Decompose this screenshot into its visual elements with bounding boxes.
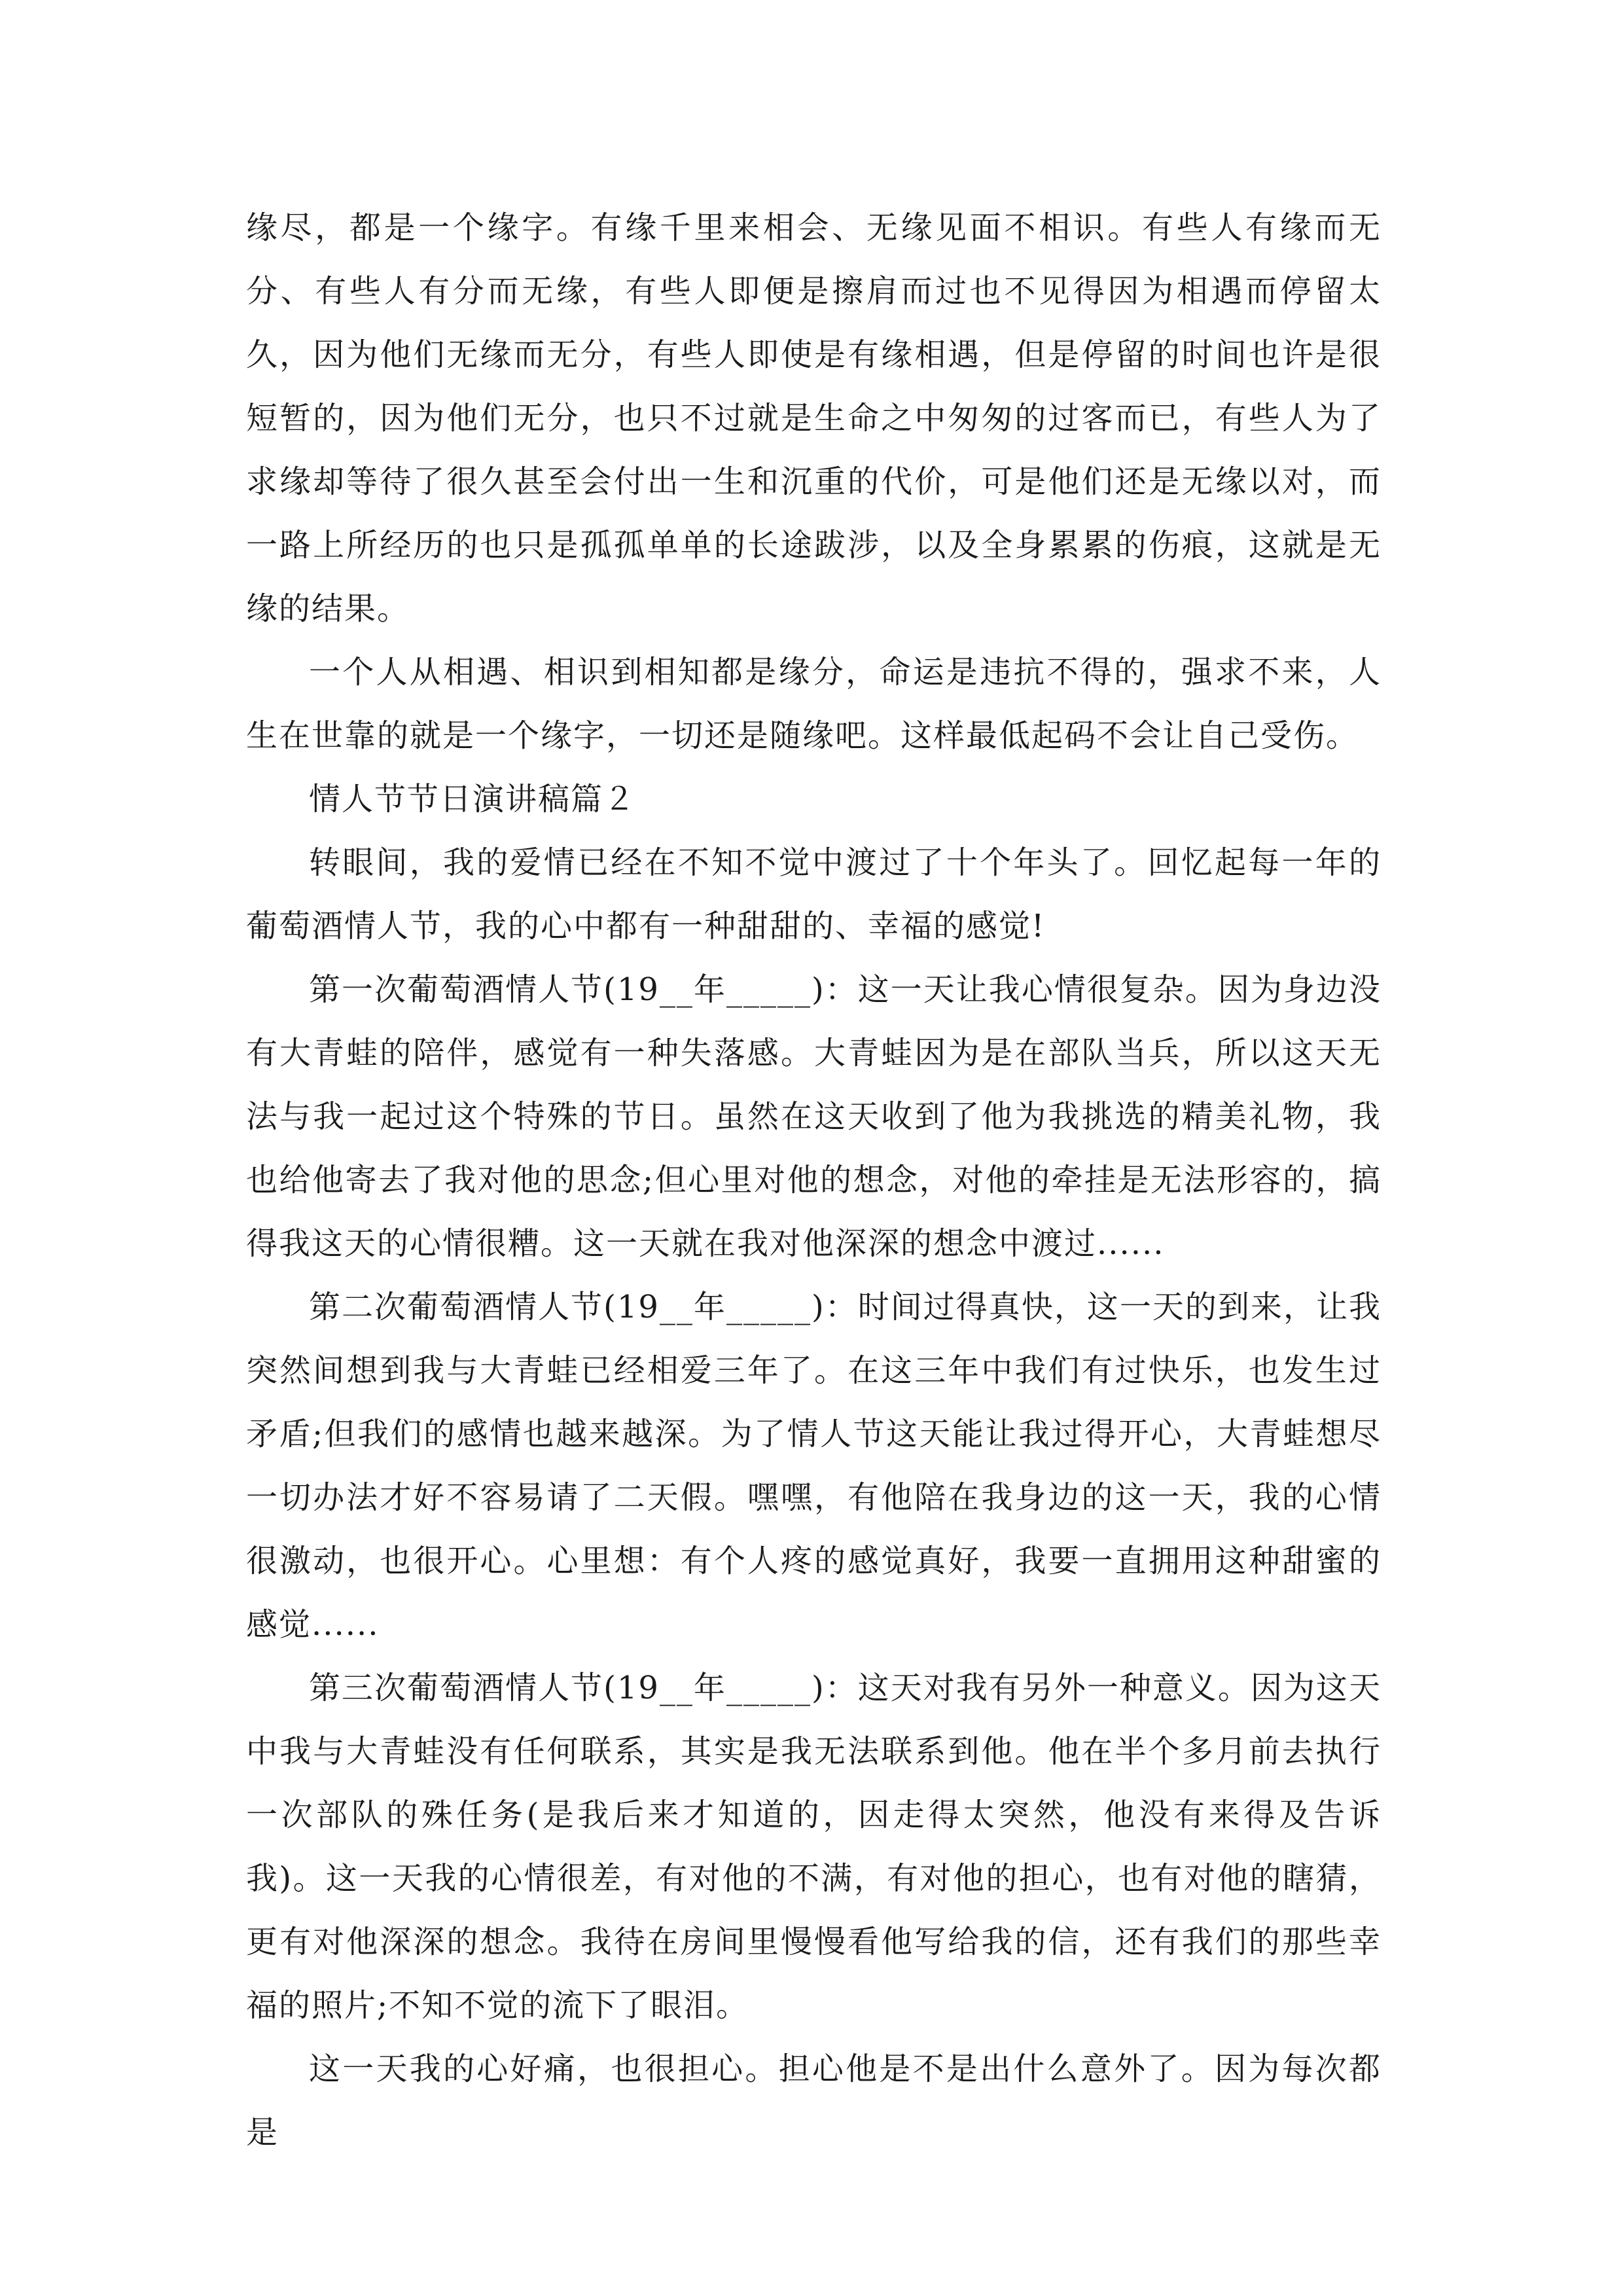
document-body [246, 196, 1382, 2164]
section-heading: 情人节节日演讲稿篇２ [309, 781, 637, 817]
paragraph: 第二次葡萄酒情人节(19__年_____)：时间过得真快，这一天的到来，让我突然间想到我与大青蛙已经相爱三年了。在这三年中我们有过快乐，也发生过矛盾;但我们的感情也越来越深。为了情人节这天能让我过得开心，大青蛙想尽一切办法才好不容易请了二天假。嘿嘿，有他陪在我身边的这一天，我的心情很激动，也很开心。心里想：有个人疼的感觉真好，我要一直拥用这种甜蜜的感觉...... [246, 1289, 1382, 1643]
paragraph: 转眼间，我的爱情已经在不知不觉中渡过了十个年头了。回忆起每一年的葡萄酒情人节，我的心中都有一种甜甜的、幸福的感觉! [246, 844, 1382, 944]
paragraph: 第三次葡萄酒情人节(19__年_____)：这天对我有另外一种意义。因为这天中我与大青蛙没有任何联系，其实是我无法联系到他。他在半个多月前去执行一次部队的殊任务(是我后来才知道的，因走得太突然，他没有来得及告诉我)。这一天我的心情很差，有对他的不满，有对他的担心，也有对他的瞎猜，更有对他深深的想念。我待在房间里慢慢看他写给我的信，还有我们的那些幸福的照片;不知不觉的流下了眼泪。 [246, 1670, 1382, 2024]
paragraph: 第一次葡萄酒情人节(19__年_____)：这一天让我心情很复杂。因为身边没有大青蛙的陪伴，感觉有一种失落感。大青蛙因为是在部队当兵，所以这天无法与我一起过这个特殊的节日。虽然在这天收到了他为我挑选的精美礼物，我也给他寄去了我对他的思念;但心里对他的想念，对他的牵挂是无法形容的，搞得我这天的心情很糟。这一天就在我对他深深的想念中渡过...... [246, 971, 1382, 1262]
paragraph: 这一天我的心好痛，也很担心。担心他是不是出什么意外了。因为每次都是 [246, 2051, 1382, 2151]
paragraph: 缘尽，都是一个缘字。有缘千里来相会、无缘见面不相识。有些人有缘而无分、有些人有分而无缘，有些人即便是擦肩而过也不见得因为相遇而停留太久，因为他们无缘而无分，有些人即使是有缘相遇，但是停留的时间也许是很短暂的，因为他们无分，也只不过就是生命之中匆匆的过客而已，有些人为了求缘却等待了很久甚至会付出一生和沉重的代价，可是他们还是无缘以对，而一路上所经历的也只是孤孤单单的长途跋涉，以及全身累累的伤痕，这就是无缘的结果。 [246, 209, 1382, 627]
paragraph: 一个人从相遇、相识到相知都是缘分，命运是违抗不得的，强求不来，人生在世靠的就是一个缘字，一切还是随缘吧。这样最低起码不会让自己受伤。 [246, 654, 1382, 754]
